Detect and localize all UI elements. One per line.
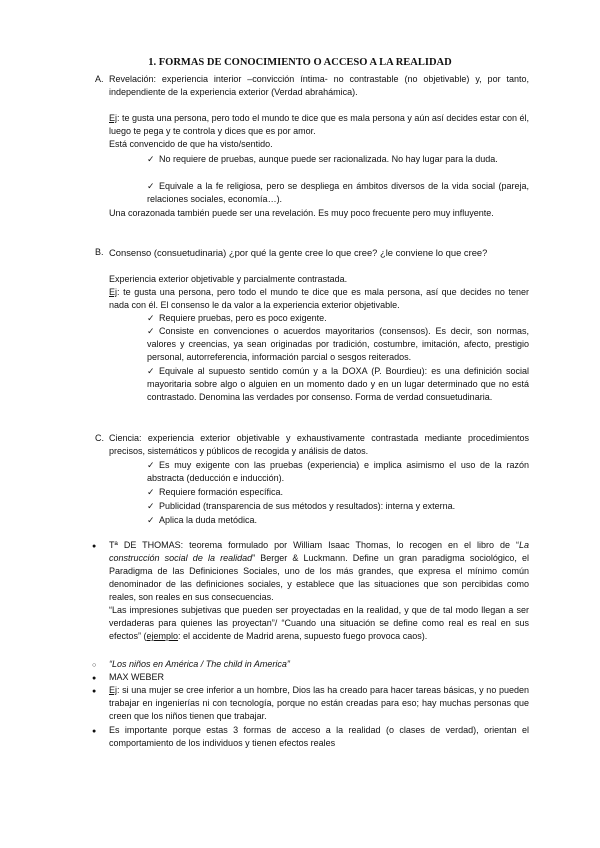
thomas-paragraph-2 [109,604,529,643]
importante-item: Es importante porque estas 3 formas de acceso a la realidad (o clases de verdad), orientan el comportamiento de los individuos y tienen efectos reales [109,725,529,748]
check-icon: ✓ [147,181,155,191]
section-c-check-2 [147,486,529,499]
section-b-subheading: Experiencia exterior objetivable y parcialmente contrastada. [109,274,348,284]
section-a-check-2 [147,180,529,206]
check-icon: ✓ [147,501,155,511]
bullet-icon: ● [92,688,97,695]
check-icon: ✓ [147,154,155,164]
check-text: Equivale al supuesto sentido común y a la DOXA (P. Bourdieu): es una definición social mayoritaria sobre algo o alguien en un momento dado y en un lugar determinado que no está contrastado. Denomina las verdades por consenso. Forma de verdad consuetudinaria. [147,366,529,402]
section-a-heading: Revelación: experiencia interior –convicción íntima- no contrastable (no objetivable) y, por tanto, independiente de la experiencia exterior (Verdad abrahámica). [109,74,529,97]
section-a-convinced: Está convencido de que ha visto/sentido. [109,139,273,149]
check-icon: ✓ [147,460,155,470]
example-label: Ej [109,287,118,297]
bullet-icon: ● [92,543,97,550]
check-text: Consiste en convenciones o acuerdos mayoritarios (consensos). Es decir, son normas, valores y creencias, ya sean originadas por tradición, costumbre, imitación, afecto, prestigio personal, autorreferencia, información parcial o sesgos reiterados. [147,326,529,362]
section-a-marker: A. [95,74,104,84]
check-text: Publicidad (transparencia de sus métodos y resultados): interna y externa. [159,501,456,511]
thomas-text-a: Tª DE THOMAS: teorema formulado por William Isaac Thomas, lo recogen en el libro de “ [109,540,519,550]
bullet-icon: ● [92,728,97,735]
weber-item: MAX WEBER [109,672,165,682]
ej-bullet-item [109,684,529,723]
thomas-text-b: ” Berger & Luckmann. Define un gran paradigma sociológico, el Paradigma de las Definiciones Sociales, uno de los más grandes, que expresa el mínimo común denominador de las definiciones sociales, y establece que las situaciones que son percibidas como reales, son reales en sus consecuencias. [109,553,529,602]
thomas-quote: “Las impresiones subjetivas que pueden ser proyectadas en la realidad, y que de tal modo llegan a ser verdaderas para quienes las proyectan”/ “Cuando una situación se define como real es real en sus efectos” ( [109,605,529,641]
section-b-example [109,286,529,312]
section-c-check-1 [147,459,529,485]
bullet-open-icon: ○ [92,662,97,669]
check-icon: ✓ [147,326,155,336]
example-text: : si una mujer se cree inferior a un hombre, Dios las ha creado para hacer tareas básicas, y no pueden trabajar en ingenierías ni con tecnología, porque no están creadas para eso; hay muchas personas que creen que los niños tienen que trabajar. [109,685,529,721]
bullet-icon: ● [92,675,97,682]
check-icon: ✓ [147,515,155,525]
section-c-check-3 [147,500,529,513]
section-c-marker: C. [95,433,104,443]
thomas-quote-end: : el accidente de Madrid arena, supuesto fuego provoca caos). [178,631,428,641]
section-b-check-2 [147,325,529,364]
section-a-closing: Una corazonada también puede ser una revelación. Es muy poco frecuente pero muy influyente. [109,208,494,218]
page-title: 1. FORMAS DE CONOCIMIENTO O ACCESO A LA REALIDAD [148,57,452,68]
example-label: Ej [109,113,118,123]
check-text: Aplica la duda metódica. [159,515,258,525]
check-icon: ✓ [147,366,155,376]
thomas-paragraph-1 [109,539,529,604]
example-text: : te gusta una persona, pero todo el mundo te dice que es mala persona y aún así decides estar con él, luego te pega y te controla y dices que es por amor. [109,113,529,136]
ninos-item [109,658,529,671]
check-text: Requiere pruebas, pero es poco exigente. [159,313,327,323]
thomas-book-title: La construcción social de la realidad [109,540,529,563]
example-text: : te gusta una persona, pero todo el mundo te dice que es mala persona, así que decides no tener nada con él. El consenso le da valor a la experiencia exterior objetivable. [109,287,529,310]
section-b-heading: Consenso (consuetudinaria) ¿por qué la gente cree lo que cree? ¿le conviene lo que cree? [109,247,488,258]
check-text: Requiere formación específica. [159,487,284,497]
section-a-example [109,112,529,138]
section-c-check-4 [147,514,529,527]
check-text: No requiere de pruebas, aunque puede ser racionalizada. No hay lugar para la duda. [159,154,498,164]
ninos-text: “Los niños en América / The child in America” [109,659,290,669]
check-text: Es muy exigente con las pruebas (experiencia) e implica asimismo el uso de la razón abstracta (deducción e inducción). [147,460,529,483]
section-b-check-3 [147,365,529,404]
check-icon: ✓ [147,487,155,497]
check-icon: ✓ [147,313,155,323]
section-b-marker: B. [95,247,104,257]
example-label: ejemplo [146,631,179,641]
section-c-heading: Ciencia: experiencia exterior objetivable y exhaustivamente contrastada mediante procedimientos precisos, sistemáticos y públicos de recogida y análisis de datos. [109,433,529,456]
check-text: Equivale a la fe religiosa, pero se despliega en ámbitos diversos de la vida social (pareja, relaciones sociales, economía…). [147,181,529,204]
section-b-check-1 [147,312,529,325]
section-a-check-1 [147,153,529,166]
example-label: Ej [109,685,118,695]
